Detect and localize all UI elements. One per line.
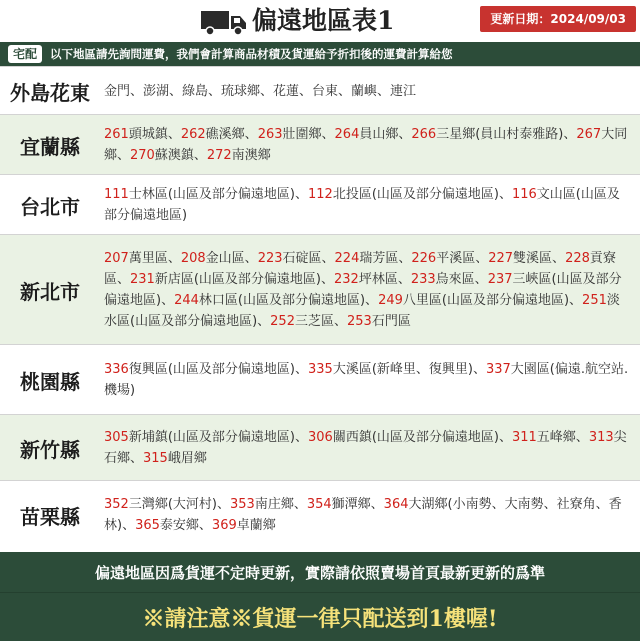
postal-code: 249 xyxy=(378,293,403,308)
postal-code: 227 xyxy=(488,251,514,266)
area-name: 三峽區(山區及部分偏遠地區)、 xyxy=(104,272,622,308)
postal-code: 112 xyxy=(307,187,333,202)
area-name: 泰安鄉、 xyxy=(159,518,212,533)
table-row xyxy=(0,66,640,115)
region-name: 台北市 xyxy=(20,194,80,219)
area-name: 卓蘭鄉 xyxy=(236,518,276,533)
area-name: 新埔鎮(山區及部分偏遠地區)、 xyxy=(128,430,308,445)
area-items xyxy=(104,427,632,469)
postal-code: 335 xyxy=(307,362,333,377)
area-list xyxy=(100,175,640,235)
postal-code: 315 xyxy=(143,451,168,466)
postal-code: 354 xyxy=(306,497,332,512)
area-name: 大湖鄉(小南勢、大南勢、社寮角、香林)、 xyxy=(104,497,622,533)
table-row xyxy=(0,234,640,345)
area-items xyxy=(104,359,632,401)
area-name: 萬里區、 xyxy=(128,251,181,266)
area-items xyxy=(104,124,632,166)
area-list xyxy=(100,415,640,481)
area-name: 八里區(山區及部分偏遠地區)、 xyxy=(402,293,583,308)
postal-code: 263 xyxy=(257,127,283,142)
postal-code: 237 xyxy=(487,272,513,287)
area-name: 頭城鎮、 xyxy=(128,127,181,142)
area-name: 大溪區(新峰里、復興里)、 xyxy=(332,362,486,377)
postal-code: 264 xyxy=(334,127,360,142)
postal-code: 224 xyxy=(334,251,360,266)
table-row xyxy=(0,480,640,549)
table-row xyxy=(0,414,640,481)
area-name: 石碇區、 xyxy=(282,251,335,266)
postal-code: 252 xyxy=(270,314,295,329)
area-name: 林口區(山區及部分偏遠地區)、 xyxy=(198,293,379,308)
area-name: 壯圍鄉、 xyxy=(282,127,335,142)
postal-code: 272 xyxy=(206,148,232,163)
area-name: 峨眉鄉 xyxy=(167,451,207,466)
area-name: 獅潭鄉、 xyxy=(331,497,384,512)
area-name: 三芝區、 xyxy=(294,314,347,329)
area-name: 尖石鄉、 xyxy=(104,430,627,466)
area-name: 士林區(山區及部分偏遠地區)、 xyxy=(128,187,308,202)
postal-code: 232 xyxy=(334,272,359,287)
postal-code: 305 xyxy=(104,430,129,445)
postal-code: 253 xyxy=(347,314,372,329)
postal-code: 270 xyxy=(130,148,155,163)
postal-code: 365 xyxy=(135,518,160,533)
area-name: 新店區(山區及部分偏遠地區)、 xyxy=(154,272,334,287)
region-name: 新竹縣 xyxy=(20,437,80,462)
area-list xyxy=(100,345,640,415)
area-name: 貢寮區、 xyxy=(104,251,616,287)
area-name: 蘇澳鎮、 xyxy=(154,148,207,163)
truck-icon xyxy=(200,8,248,36)
postal-code: 208 xyxy=(180,251,206,266)
postal-code: 116 xyxy=(511,187,537,202)
area-name: 員山鄉、 xyxy=(359,127,412,142)
area-list xyxy=(100,67,640,115)
area-name: 文山區(山區及部分偏遠地區) xyxy=(104,187,620,223)
footer-delivery-warning: ※請注意※貨運一律只配送到1樓喔! xyxy=(0,592,640,641)
area-items xyxy=(104,184,632,226)
region-name: 新北市 xyxy=(20,279,80,304)
area-name: 五峰鄉、 xyxy=(536,430,589,445)
postal-code: 267 xyxy=(576,127,602,142)
area-name: 南澳鄉 xyxy=(231,148,271,163)
area-name: 平溪區、 xyxy=(436,251,489,266)
area-items xyxy=(104,81,632,102)
area-name: 南庄鄉、 xyxy=(254,497,307,512)
region-name: 桃園縣 xyxy=(20,369,80,394)
area-name: 淡水區(山區及部分偏遠地區)、 xyxy=(104,293,620,329)
postal-code: 111 xyxy=(104,187,129,202)
postal-code: 223 xyxy=(257,251,283,266)
postal-code: 251 xyxy=(582,293,607,308)
area-list xyxy=(100,115,640,175)
region-name: 外島花東 xyxy=(10,80,90,105)
postal-code: 306 xyxy=(307,430,333,445)
area-name: 坪林區、 xyxy=(358,272,411,287)
postal-code: 262 xyxy=(180,127,206,142)
area-name: 三星鄉(員山村泰雅路)、 xyxy=(436,127,577,142)
postal-code: 337 xyxy=(485,362,511,377)
delivery-tag: 宅配 xyxy=(8,45,42,63)
area-name: 大同鄉、 xyxy=(104,127,628,163)
postal-code: 313 xyxy=(588,430,614,445)
postal-code: 244 xyxy=(174,293,199,308)
postal-code: 233 xyxy=(410,272,436,287)
postal-code: 228 xyxy=(565,251,590,266)
area-name: 雙溪區、 xyxy=(513,251,566,266)
postal-code: 353 xyxy=(229,497,255,512)
region-name: 宜蘭縣 xyxy=(20,134,80,159)
postal-code: 336 xyxy=(104,362,129,377)
header xyxy=(0,0,640,42)
footer-update-notice: 偏遠地區因爲貨運不定時更新，實際請依照賣場首頁最新更新的爲準 xyxy=(0,552,640,592)
area-name: 金山區、 xyxy=(205,251,258,266)
postal-code: 261 xyxy=(104,127,129,142)
region-name: 苗栗縣 xyxy=(20,504,80,529)
area-name: 三灣鄉(大河村)、 xyxy=(128,497,230,512)
postal-code: 364 xyxy=(383,497,409,512)
notice-text: 以下地區請先詢問運費，我們會計算商品材積及貨運給予折扣後的運費計算給您 xyxy=(50,47,453,61)
area-items xyxy=(104,494,632,536)
table-row xyxy=(0,174,640,235)
area-name: 礁溪鄉、 xyxy=(205,127,258,142)
table-row xyxy=(0,114,640,175)
area-name: 北投區(山區及部分偏遠地區)、 xyxy=(332,187,512,202)
area-name: 烏來區、 xyxy=(435,272,488,287)
postal-code: 226 xyxy=(411,251,437,266)
postal-code: 311 xyxy=(511,430,537,445)
area-name: 瑞芳區、 xyxy=(359,251,412,266)
remote-area-table xyxy=(0,66,640,549)
postal-code: 266 xyxy=(411,127,437,142)
table-row xyxy=(0,344,640,415)
postal-code: 369 xyxy=(211,518,237,533)
postal-code: 231 xyxy=(130,272,155,287)
area-name: 復興區(山區及部分偏遠地區)、 xyxy=(128,362,308,377)
area-items xyxy=(104,248,632,332)
postal-code: 207 xyxy=(104,251,129,266)
page-title: 偏遠地區表1 xyxy=(252,6,395,35)
update-date-badge: 更新日期：2024/09/03 xyxy=(480,6,636,32)
area-name: 金門、澎湖、綠島、琉球鄉、花蓮、台東、蘭嶼、連江 xyxy=(104,83,417,99)
postal-code: 352 xyxy=(104,497,129,512)
area-list xyxy=(100,481,640,549)
notice-bar xyxy=(0,42,640,66)
area-name: 大園區(偏遠.航空站.機場) xyxy=(104,362,629,398)
area-name: 關西鎮(山區及部分偏遠地區)、 xyxy=(332,430,512,445)
area-list xyxy=(100,235,640,345)
area-name: 石門區 xyxy=(371,314,411,329)
